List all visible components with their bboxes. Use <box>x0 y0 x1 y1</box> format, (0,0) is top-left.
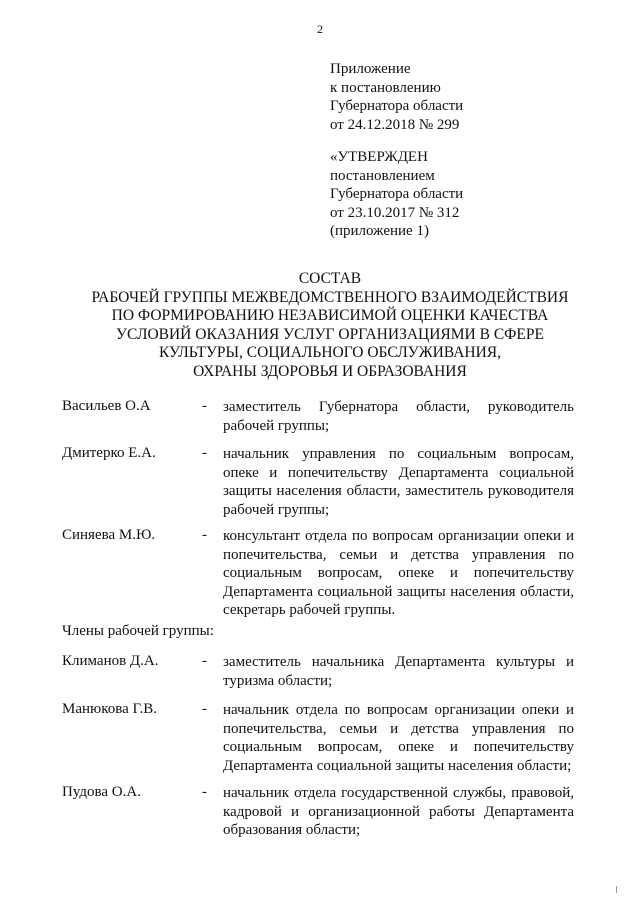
member-role: заместитель Губернатора области, руководитель рабочей группы; <box>223 399 574 434</box>
member-dash: - <box>202 527 207 543</box>
member-dash: - <box>202 398 207 414</box>
approval-line: «УТВЕРЖДЕН <box>330 149 428 165</box>
member-name: Дмитерко Е.А. <box>62 445 156 461</box>
title-line: КУЛЬТУРЫ, СОЦИАЛЬНОГО ОБСЛУЖИВАНИЯ, <box>158 344 502 361</box>
member-dash: - <box>202 784 207 800</box>
page-number: 2 <box>317 22 323 36</box>
member-name: Климанов Д.А. <box>62 653 159 669</box>
member-role: начальник отдела по вопросам организации опеки и попечительства, семьи и детства управления по социальным вопросам, опеке и попечительству Департамента социальной защиты населения области; <box>223 702 574 774</box>
approval-line: (приложение 1) <box>330 223 429 239</box>
appendix-line: от 24.12.2018 № 299 <box>330 116 460 133</box>
approval-line: Губернатора области <box>330 186 464 202</box>
appendix-line: Приложение <box>330 61 411 77</box>
scan-mark <box>616 886 617 893</box>
title-line: СОСТАВ <box>298 270 362 287</box>
title-line: ПО ФОРМИРОВАНИЮ НЕЗАВИСИМОЙ ОЦЕНКИ КАЧЕСТВА <box>111 307 549 324</box>
title-line: ОХРАНЫ ЗДОРОВЬЯ И ОБРАЗОВАНИЯ <box>193 362 467 380</box>
document-title <box>60 270 600 381</box>
member-role: начальник отдела государственной службы, правовой, кадровой и организационной работы Департамента образования области; <box>223 785 574 839</box>
member-name: Манюкова Г.В. <box>62 701 158 717</box>
approval-line: от 23.10.2017 № 312 <box>330 204 460 221</box>
appendix-block <box>330 60 463 134</box>
member-role: заместитель начальника Департамента культуры и туризма области; <box>223 654 574 689</box>
appendix-line: Губернатора области <box>330 98 464 114</box>
title-line: УСЛОВИЙ ОКАЗАНИЯ УСЛУГ ОРГАНИЗАЦИЯМИ В СФЕРЕ <box>116 325 544 343</box>
appendix-line: к постановлению <box>330 79 441 96</box>
member-dash: - <box>202 701 207 717</box>
member-dash: - <box>202 445 207 461</box>
member-name: Синяева М.Ю. <box>62 527 156 543</box>
title-line: РАБОЧЕЙ ГРУППЫ МЕЖВЕДОМСТВЕННОГО ВЗАИМОДЕЙСТВИЯ <box>91 288 569 306</box>
members-heading: Члены рабочей группы: <box>62 623 214 639</box>
approval-block <box>330 148 463 241</box>
member-name: Васильев О.А <box>62 398 151 414</box>
member-name: Пудова О.А. <box>62 784 141 800</box>
approval-line: постановлением <box>330 167 435 184</box>
member-dash: - <box>202 653 207 669</box>
member-role: начальник управления по социальным вопросам, опеке и попечительству Департамента социальной защиты населения области, заместитель руководителя рабочей группы; <box>223 446 574 518</box>
member-role: консультант отдела по вопросам организации опеки и попечительства, семьи и детства управления по социальным вопросам, опеке и попечительству Департамента социальной защиты населения области, секретарь рабочей группы. <box>223 528 574 619</box>
